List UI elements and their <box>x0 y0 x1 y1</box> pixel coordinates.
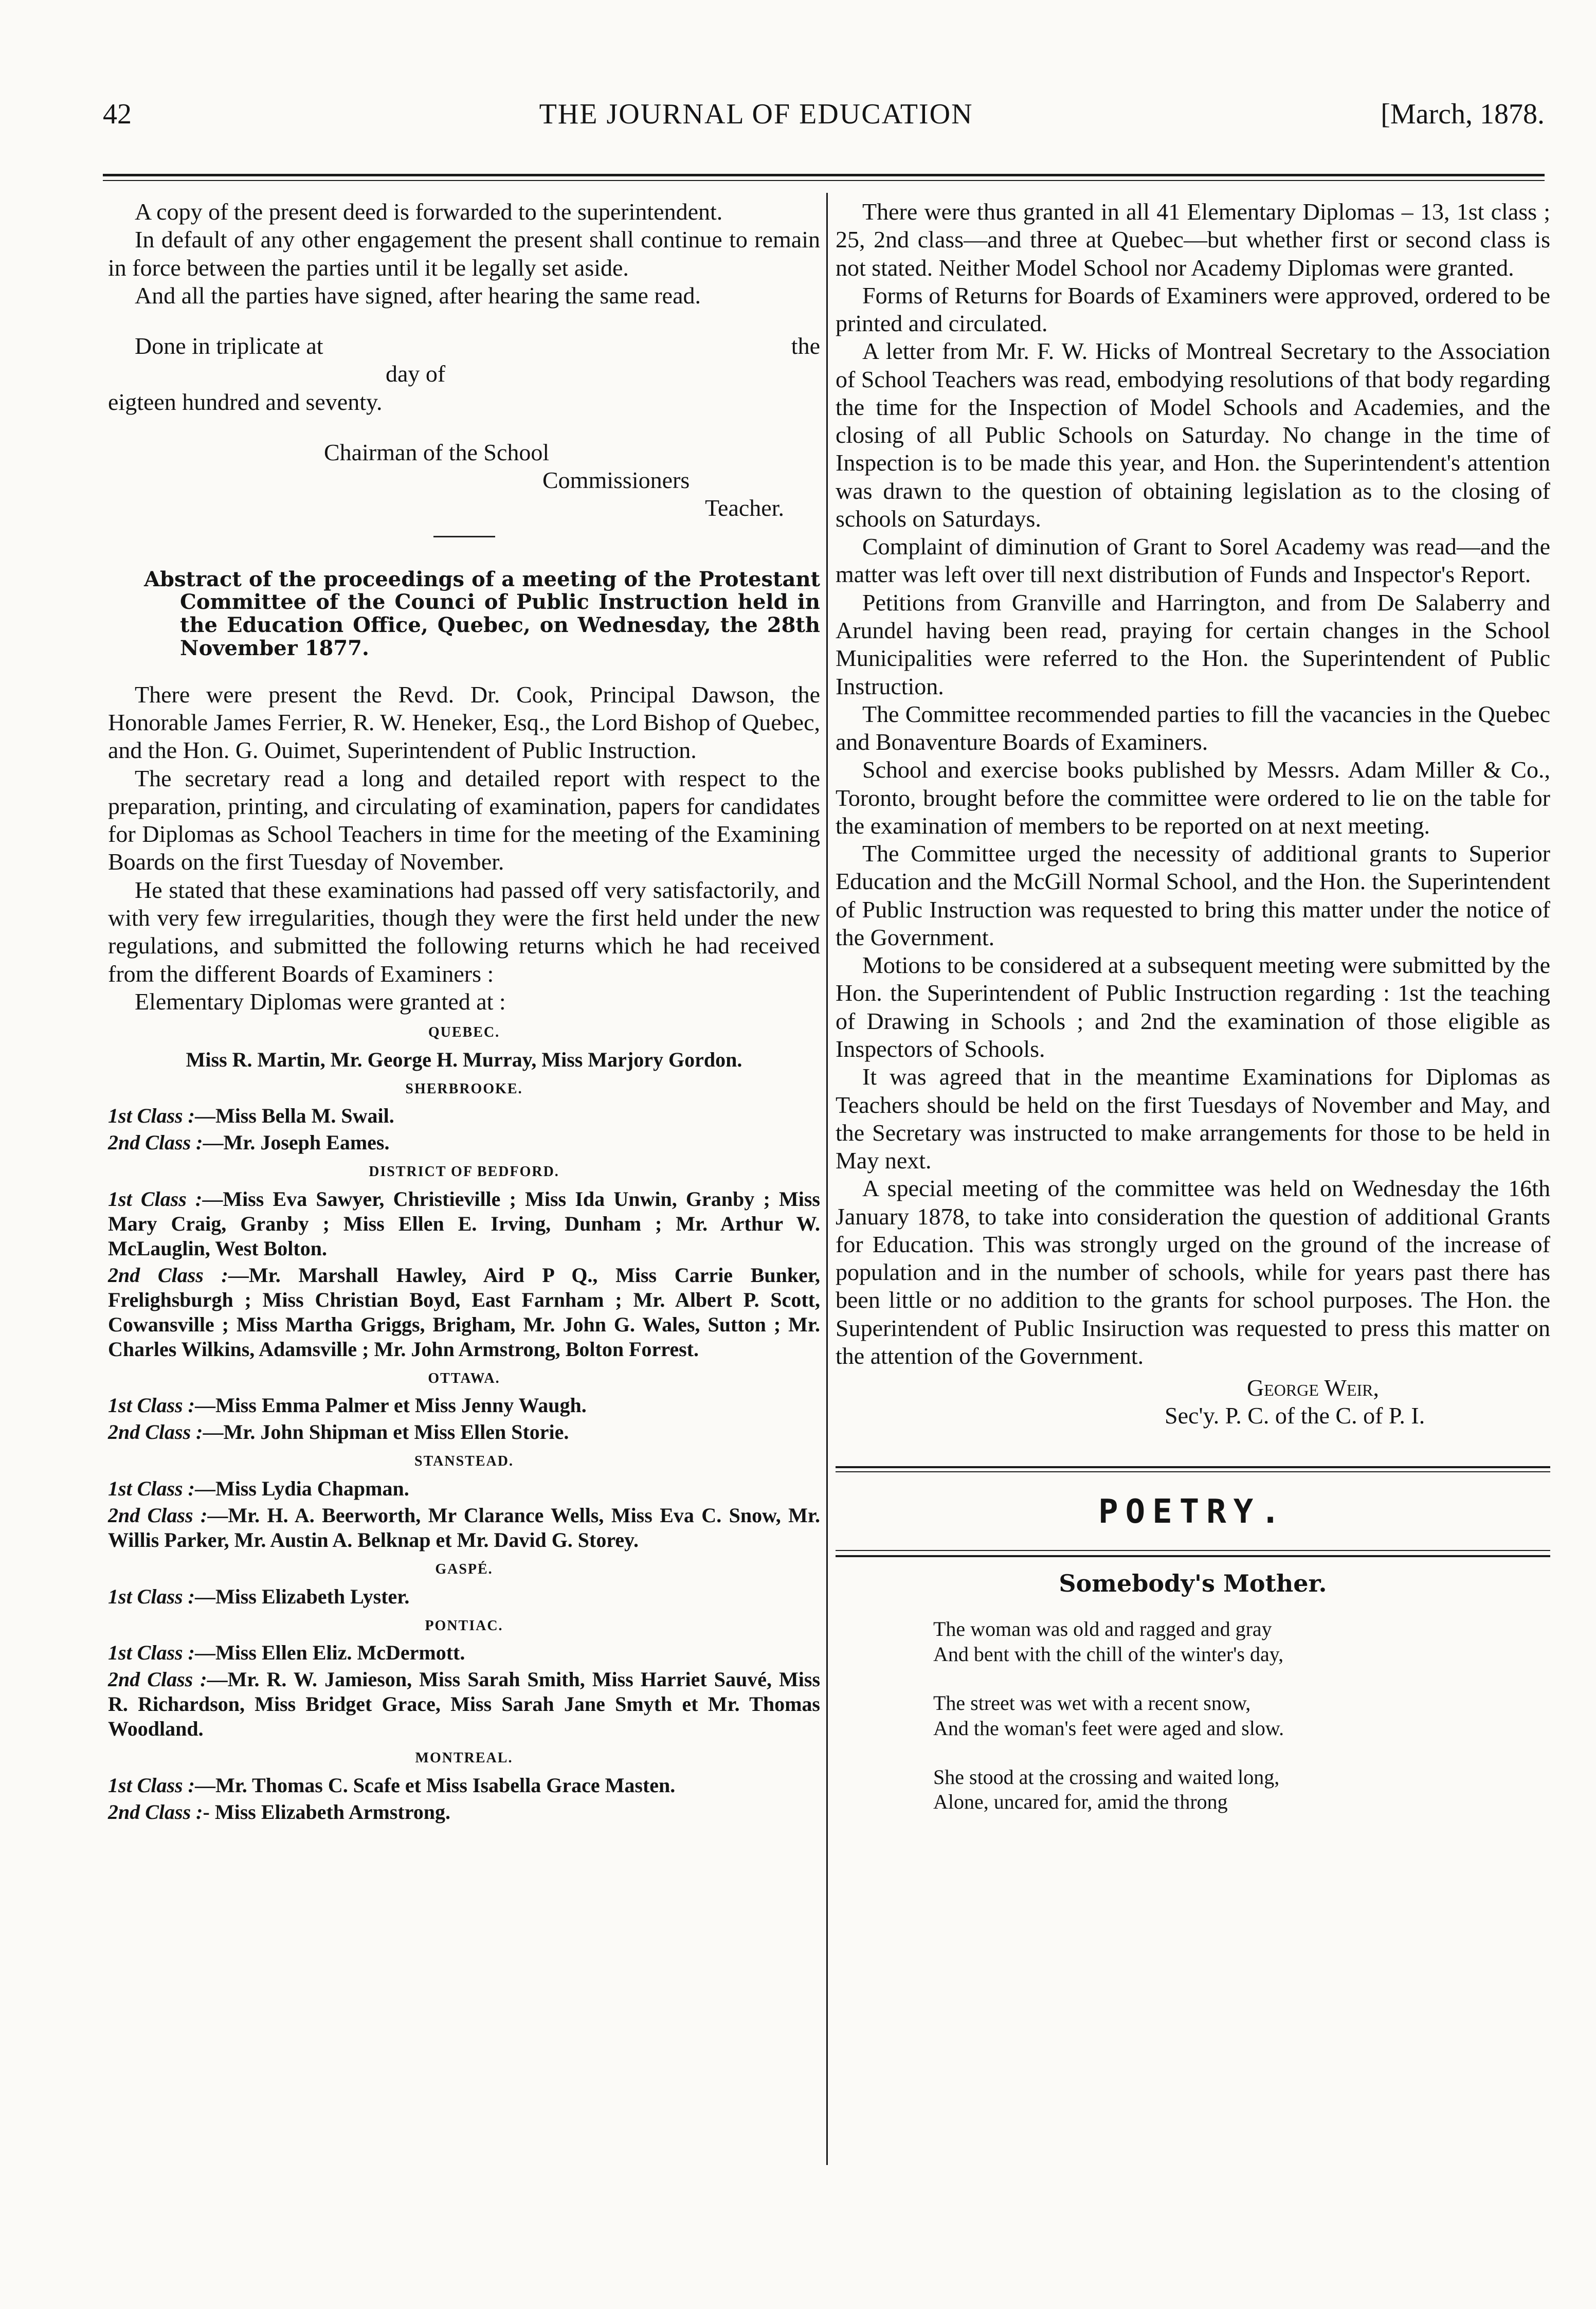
eighteen-line: eigteen hundred and seventy. <box>108 388 383 415</box>
diploma-entry: 1st Class :—Miss Eva Sawyer, Christieville ; Miss Ida Unwin, Granby ; Miss Mary Craig, Granby ; Miss Ellen E. Irving, Dunham ; Mr. Arthur W. McLauglin, West Bolton. <box>108 1187 820 1260</box>
header-rule-thin <box>103 180 1545 181</box>
poetry-rule-thin <box>836 1471 1550 1472</box>
minutes-paragraph: Forms of Returns for Boards of Examiners were approved, ordered to be printed and circulated. <box>836 282 1550 337</box>
abstract-heading: Abstract of the proceedings of a meeting of the Protestant Committee of the Counci of Public Instruction held in the Education Office, Quebec, on Wednesday, the 28th November 1877. <box>144 567 820 661</box>
poem-line: The street was wet with a recent snow, <box>933 1691 1251 1715</box>
poem-line: And bent with the chill of the winter's day, <box>933 1643 1284 1666</box>
minutes-paragraph: Petitions from Granville and Harrington, and from De Salaberry and Arundel having been read, praying for certain changes in the School Municipalities were referred to the Hon. the Superintendent of Public Instruction. <box>836 589 1550 699</box>
diploma-entry: 2nd Class :—Mr. H. A. Beerworth, Mr Clarance Wells, Miss Eva C. Snow, Mr. Willis Parker, Mr. Austin A. Belknap et Mr. David G. Storey. <box>108 1504 821 1552</box>
place-heading: GASPÉ. <box>435 1561 493 1577</box>
poem-line: Alone, uncared for, amid the throng <box>933 1790 1228 1814</box>
poem-line: And the woman's feet were aged and slow. <box>933 1716 1284 1740</box>
minutes-paragraph: The Committee urged the necessity of additional grants to Superior Education and the McGill Normal School, and the Hon. the Superintendent of Public Instruction was requested to bring this matter under the notice of the Government. <box>836 840 1550 950</box>
place-heading: DISTRICT OF BEDFORD. <box>369 1164 559 1180</box>
diploma-entry: 2nd Class :—Mr. John Shipman et Miss Ellen Storie. <box>108 1420 569 1444</box>
diploma-list <box>108 1024 820 1825</box>
poem-stanza <box>836 1617 1550 1667</box>
minutes-paragraph: The Committee recommended parties to fill the vacancies in the Quebec and Bonaventure Boards of Examiners. <box>836 700 1550 755</box>
deed-paragraph: A copy of the present deed is forwarded to the superintendent. <box>135 199 723 225</box>
page-number: 42 <box>103 98 132 130</box>
proceedings-paragraph: There were present the Revd. Dr. Cook, Principal Dawson, the Honorable James Ferrier, R. W. Heneker, Esq., the Lord Bishop of Quebec, and the Hon. G. Ouimet, Superintendent of Public Instruction. <box>108 681 820 764</box>
place-heading: STANSTEAD. <box>414 1453 514 1470</box>
poem-title: Somebody's Mother. <box>1059 1570 1327 1598</box>
poetry-rule-thin <box>836 1550 1550 1551</box>
poem-stanza <box>836 1691 1550 1741</box>
minutes-paragraph: Motions to be considered at a subsequent meeting were submitted by the Hon. the Superintendent of Public Instruction regarding : 1st the teaching of Drawing in Schools ; and 2nd the examination of those eligible as Inspectors of Schools. <box>836 952 1550 1062</box>
poem-line: She stood at the crossing and waited long, <box>933 1765 1280 1789</box>
poetry-rule <box>836 1555 1550 1557</box>
diploma-entry: Miss R. Martin, Mr. George H. Murray, Miss Marjory Gordon. <box>186 1048 742 1071</box>
place-heading: PONTIAC. <box>425 1617 503 1634</box>
done-line: Done in triplicate at the <box>135 333 820 359</box>
commissioners-line: Commissioners <box>542 467 690 494</box>
header-rule <box>103 174 1545 176</box>
diploma-entry: 2nd Class :—Mr. Marshall Hawley, Aird P Q., Miss Carrie Bunker, Frelighsburgh ; Miss Christian Boyd, East Farnham ; Mr. Albert P. Scott, Cowansville ; Miss Martha Griggs, Brigham, Mr. John G. Wales, Sutton ; Mr. Charles Wilkins, Adamsville ; Mr. John Armstrong, Bolton Forrest. <box>108 1263 820 1361</box>
minutes-paragraph: It was agreed that in the meantime Examinations for Diplomas as Teachers should be held on the first Tuesdays of November and May, and the Secretary was instructed to make arrangements for those to be held in May next. <box>836 1063 1550 1174</box>
deed-paragraph: And all the parties have signed, after hearing the same read. <box>135 282 701 309</box>
column-divider <box>826 193 828 2165</box>
minutes-paragraph: There were thus granted in all 41 Elementary Diplomas – 13, 1st class ; 25, 2nd class—and three at Quebec—but whether first or second class is not stated. Neither Model School nor Academy Diplomas were granted. <box>836 199 1550 281</box>
signature-name: George Weir, <box>1247 1375 1380 1401</box>
poem-stanza <box>836 1765 1550 1815</box>
running-head <box>103 98 1545 144</box>
teacher-line: Teacher. <box>705 495 784 521</box>
diploma-entry: 1st Class :—Mr. Thomas C. Scafe et Miss Isabella Grace Masten. <box>108 1773 676 1797</box>
diploma-entry: 2nd Class :—Mr. Joseph Eames. <box>108 1131 390 1154</box>
place-heading: OTTAWA. <box>428 1370 500 1386</box>
minutes-paragraph: A letter from Mr. F. W. Hicks of Montreal Secretary to the Association of School Teachers was read, embodying resolutions of that body regarding the time for the Inspection of Model Schools and Academies, and the closing of all Public Schools on Saturday. No change in the time of Inspection is to be made this year, and Hon. the Superintendent's attention was drawn to the question of obtaining legislation as to the closing of schools on Saturdays. <box>836 338 1550 532</box>
place-heading: SHERBROOKE. <box>405 1080 523 1097</box>
right-column <box>836 198 1550 1838</box>
journal-title: THE JOURNAL OF EDUCATION <box>539 98 973 130</box>
chairman-line: Chairman of the School <box>324 439 550 465</box>
poetry-rule <box>836 1466 1550 1468</box>
issue-date: [March, 1878. <box>1381 98 1545 130</box>
poetry-heading: POETRY. <box>1098 1492 1287 1531</box>
proceedings-paragraph: Elementary Diplomas were granted at : <box>135 988 506 1015</box>
left-column <box>108 198 820 1827</box>
diploma-entry: 1st Class :—Miss Elizabeth Lyster. <box>108 1584 410 1608</box>
place-heading: QUEBEC. <box>428 1024 500 1041</box>
diploma-entry: 2nd Class :—Mr. R. W. Jamieson, Miss Sarah Smith, Miss Harriet Sauvé, Miss R. Richardson, Miss Bridget Grace, Miss Sarah Jane Smyth et Mr. Thomas Woodland. <box>108 1668 821 1741</box>
diploma-entry: 1st Class :—Miss Bella M. Swail. <box>108 1104 394 1128</box>
diploma-entry: 1st Class :—Miss Lydia Chapman. <box>108 1477 409 1500</box>
day-of-line: day of <box>386 360 446 387</box>
proceedings-paragraph: The secretary read a long and detailed report with respect to the preparation, printing, and circulating of examination, papers for candidates for Diplomas as School Teachers in time for the meeting of the Examining Boards on the first Tuesday of November. <box>108 765 820 875</box>
poem-line: The woman was old and ragged and gray <box>933 1617 1272 1641</box>
signature-title: Sec'y. P. C. of the C. of P. I. <box>1165 1402 1425 1429</box>
minutes-paragraph: School and exercise books published by Messrs. Adam Miller & Co., Toronto, brought before the committee were ordered to lie on the table for the examination of members to be reported on at next meeting. <box>836 756 1550 839</box>
place-heading: MONTREAL. <box>415 1750 513 1766</box>
diploma-entry: 1st Class :—Miss Ellen Eliz. McDermott. <box>108 1641 465 1665</box>
deed-paragraph: In default of any other engagement the present shall continue to remain in force between the parties until it be legally set aside. <box>108 226 820 281</box>
diploma-entry: 2nd Class :- Miss Elizabeth Armstrong. <box>108 1800 450 1824</box>
minutes-paragraph: Complaint of diminution of Grant to Sorel Academy was read—and the matter was left over till next distribution of Funds and Inspector's Report. <box>836 533 1550 588</box>
diploma-entry: 1st Class :—Miss Emma Palmer et Miss Jenny Waugh. <box>108 1394 587 1417</box>
minutes-paragraph: A special meeting of the committee was held on Wednesday the 16th January 1878, to take into consideration the question of additional Grants for Education. This was strongly urged on the ground of the increase of population and in the number of schools, while for years past there has been little or no addition to the grants for school purposes. The Hon. the Superintendent of Public Insiruction was requested to press this matter on the attention of the Government. <box>836 1175 1550 1369</box>
section-rule <box>433 536 495 537</box>
proceedings-paragraph: He stated that these examinations had passed off very satisfactorily, and with very few irregularities, though they were the first held under the new regulations, and submitted the following returns which he had received from the different Boards of Examiners : <box>108 876 820 987</box>
